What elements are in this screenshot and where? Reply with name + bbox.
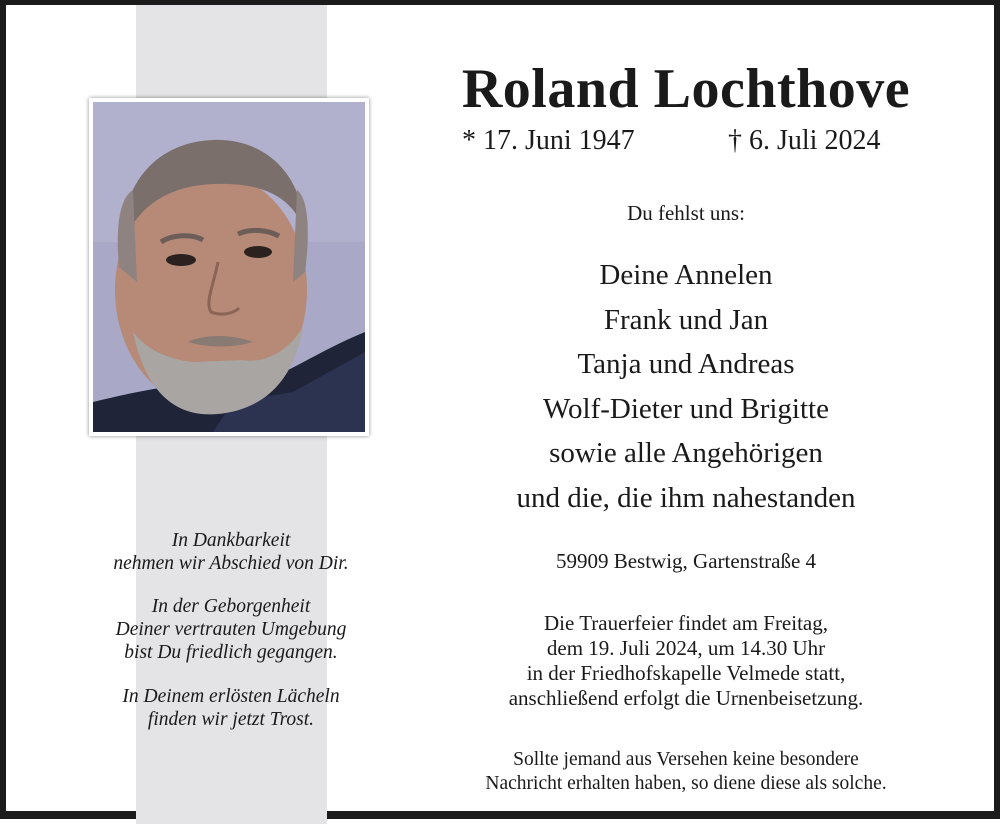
quote-line: In Deinem erlösten Lächeln <box>122 686 340 707</box>
service-line: dem 19. Juli 2024, um 14.30 Uhr <box>546 636 826 660</box>
quote-line: nehmen wir Abschied von Dir. <box>113 553 349 574</box>
quote-comfort <box>66 685 396 731</box>
footer-line: Sollte jemand aus Versehen keine besondere <box>513 749 859 770</box>
footer-notice <box>426 748 946 796</box>
mourner-line: Deine Annelen <box>599 259 773 291</box>
mourner-line: und die, die ihm nahestanden <box>516 481 856 514</box>
quote-line: finden wir jetzt Trost. <box>147 709 315 730</box>
deceased-name: Roland Lochthove <box>461 58 911 120</box>
footer-line: Nachricht erhalten haben, so diene diese als solche. <box>485 773 887 794</box>
portrait-photo <box>93 102 365 432</box>
quote-gratitude <box>66 529 396 575</box>
quote-line: In der Geborgenheit <box>151 596 311 617</box>
service-line: Die Trauerfeier findet am Freitag, <box>544 611 828 635</box>
mourner-line: Wolf-Dieter und Brigitte <box>543 392 829 425</box>
intro-line: Du fehlst uns: <box>627 201 745 225</box>
address: 59909 Bestwig, Gartenstraße 4 <box>555 549 817 573</box>
quote-line: Deiner vertrauten Umgebung <box>115 619 347 640</box>
mourner-line: Tanja und Andreas <box>577 348 795 380</box>
mourners-list <box>426 253 946 520</box>
quote-security <box>66 595 396 664</box>
service-details <box>426 611 946 711</box>
death-date: † 6. Juli 2024 <box>728 125 881 156</box>
mourner-line: Frank und Jan <box>603 303 769 336</box>
quote-line: bist Du friedlich gegangen. <box>124 642 338 663</box>
mourner-line: sowie alle Angehörigen <box>549 437 823 469</box>
service-line: in der Friedhofskapelle Velmede statt, <box>526 661 846 685</box>
life-dates <box>426 125 946 159</box>
portrait-photo-frame <box>89 98 369 436</box>
birth-date: * 17. Juni 1947 <box>462 125 635 156</box>
service-line: anschließend erfolgt die Urnenbeisetzung. <box>508 686 864 710</box>
quote-line: In Dankbarkeit <box>171 530 291 551</box>
